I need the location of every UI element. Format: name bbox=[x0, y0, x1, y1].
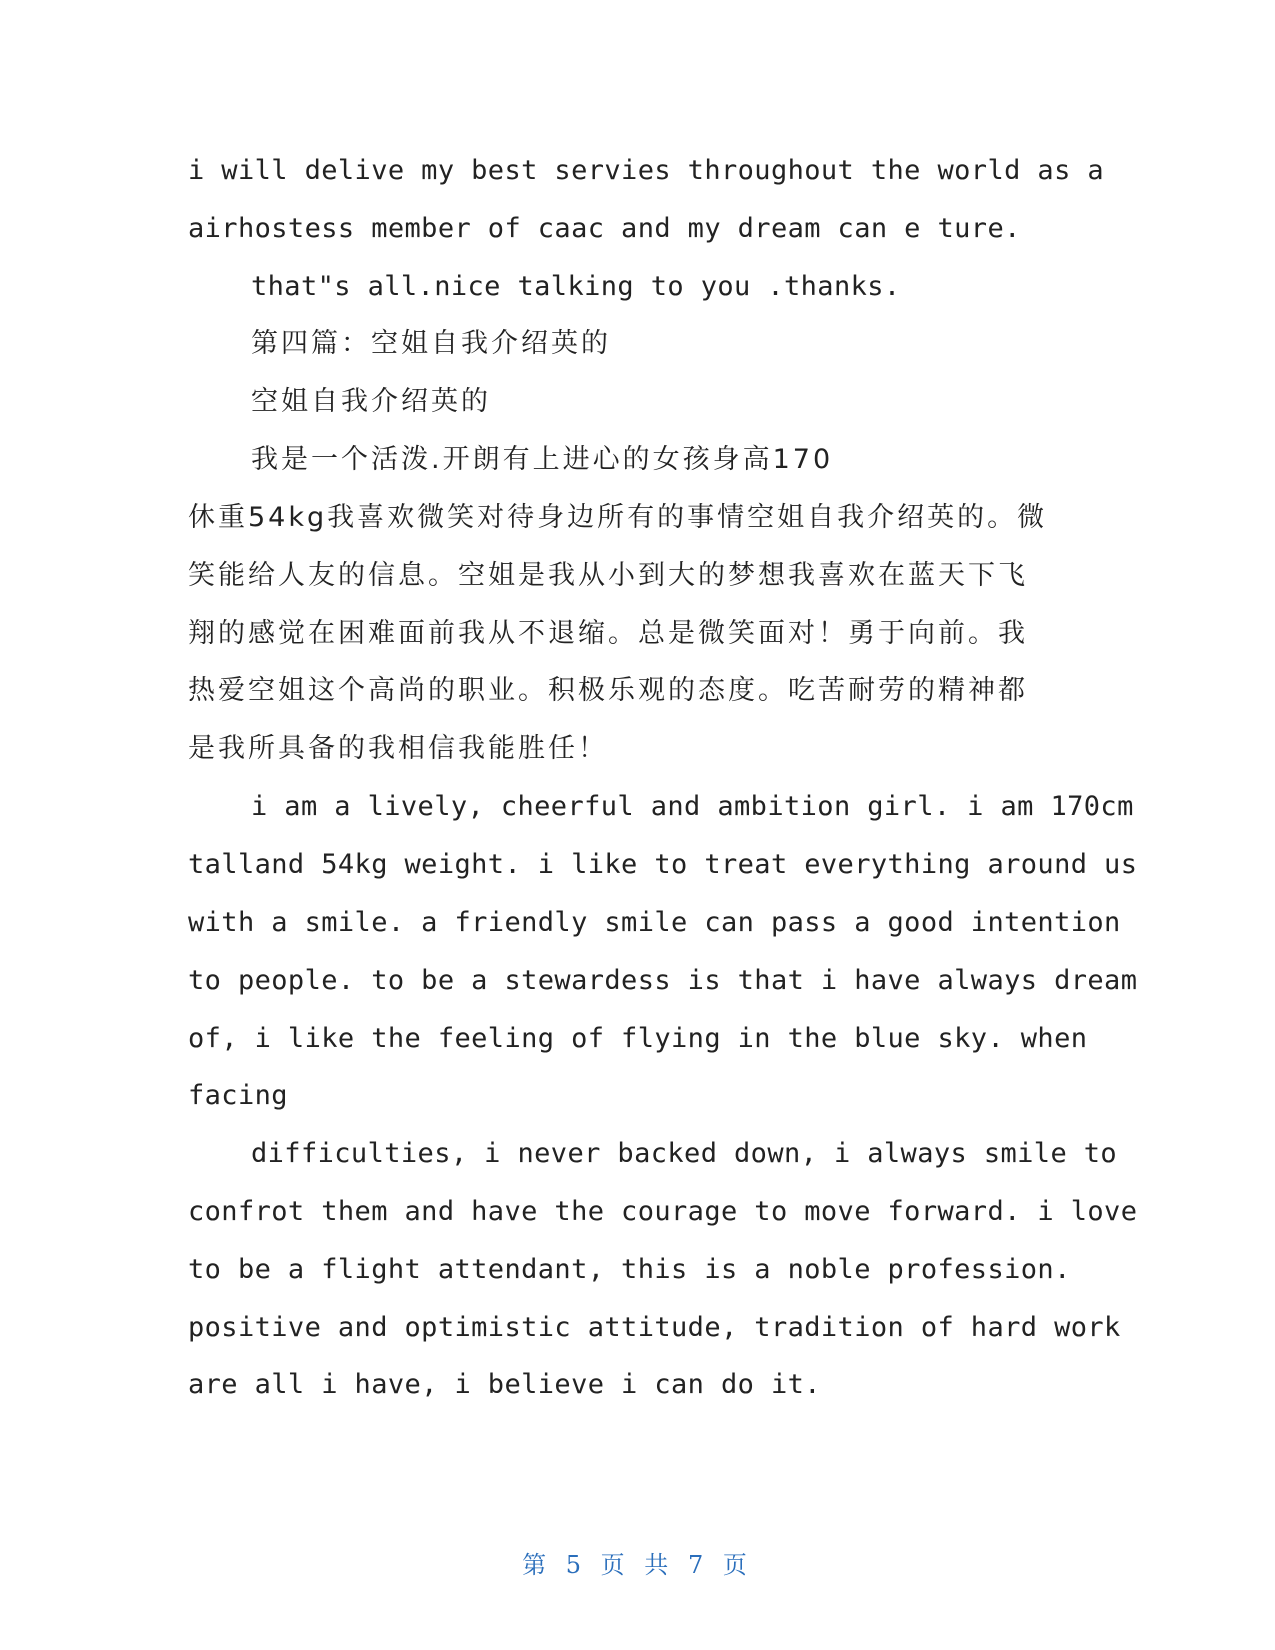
page-number-footer: 第 5 页 共 7 页 bbox=[522, 1551, 753, 1579]
text-line-12: i am a lively, cheerful and ambition girl. i am 170cm bbox=[251, 791, 1134, 822]
text-line-2: airhostess member of caac and my dream can e ture. bbox=[188, 213, 1021, 244]
text-line-18: difficulties, i never backed down, i always smile to bbox=[251, 1138, 1118, 1169]
section-heading: 第四篇：空姐自我介绍英的 bbox=[251, 328, 611, 359]
section-subtitle: 空姐自我介绍英的 bbox=[251, 386, 491, 417]
text-line-20: to be a flight attendant, this is a noble profession. bbox=[188, 1254, 1071, 1285]
text-line-22: are all i have, i believe i can do it. bbox=[188, 1369, 821, 1400]
text-line-16: of, i like the feeling of flying in the blue sky. when bbox=[188, 1023, 1088, 1054]
text-line-17: facing bbox=[188, 1080, 288, 1111]
text-line-13: talland 54kg weight. i like to treat everything around us bbox=[188, 849, 1138, 880]
text-line-10: 热爱空姐这个高尚的职业。积极乐观的态度。吃苦耐劳的精神都 bbox=[188, 675, 1028, 706]
text-line-21: positive and optimistic attitude, tradition of hard work bbox=[188, 1312, 1121, 1343]
text-line-8: 笑能给人友的信息。空姐是我从小到大的梦想我喜欢在蓝天下飞 bbox=[188, 560, 1028, 591]
text-line-15: to people. to be a stewardess is that i have always dream bbox=[188, 965, 1138, 996]
text-line-11: 是我所具备的我相信我能胜任！ bbox=[188, 733, 608, 764]
text-line-9: 翔的感觉在困难面前我从不退缩。总是微笑面对！勇于向前。我 bbox=[188, 618, 1028, 649]
text-line-3: that"s all.nice talking to you .thanks. bbox=[251, 271, 901, 302]
text-line-19: confrot them and have the courage to move forward. i love bbox=[188, 1196, 1138, 1227]
text-line-7: 休重54kg我喜欢微笑对待身边所有的事情空姐自我介绍英的。微 bbox=[188, 502, 1048, 533]
text-line-6: 我是一个活泼.开朗有上进心的女孩身高170 bbox=[251, 444, 834, 475]
text-line-1: i will delive my best servies throughout the world as a bbox=[188, 155, 1105, 186]
text-line-14: with a smile. a friendly smile can pass a good intention bbox=[188, 907, 1121, 938]
